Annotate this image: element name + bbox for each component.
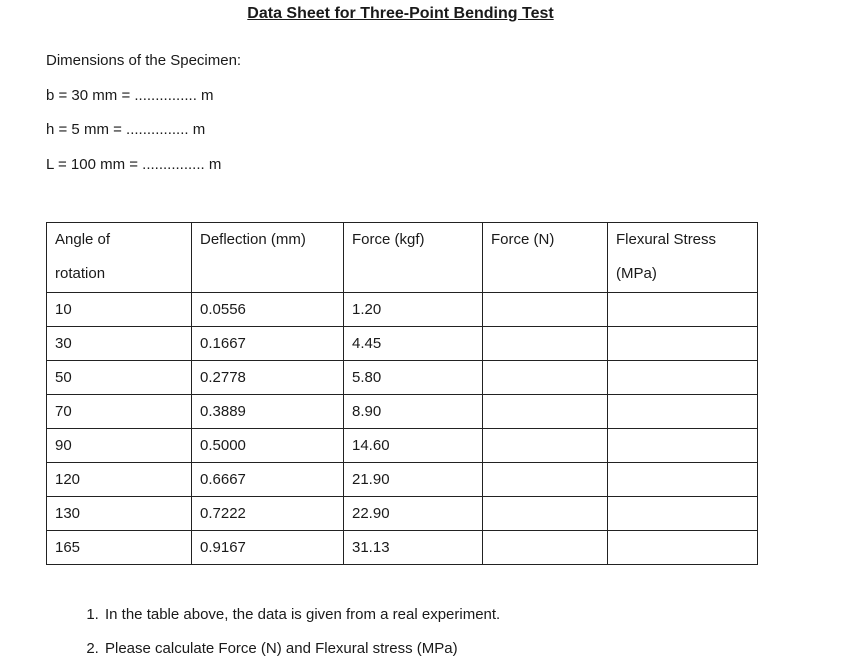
table-row bbox=[47, 531, 758, 565]
cell-force-kgf: 5.80 bbox=[344, 361, 483, 395]
cell-force-kgf: 4.45 bbox=[344, 327, 483, 361]
cell-deflection: 0.1667 bbox=[192, 327, 344, 361]
header-force-kgf: Force (kgf) bbox=[344, 223, 483, 293]
cell-angle: 50 bbox=[47, 361, 192, 395]
cell-angle: 70 bbox=[47, 395, 192, 429]
table-row bbox=[47, 497, 758, 531]
table-row bbox=[47, 361, 758, 395]
cell-force-n bbox=[483, 429, 608, 463]
table-row bbox=[47, 429, 758, 463]
cell-flexural-stress bbox=[608, 497, 758, 531]
note-item: 1. In the table above, the data is given from a real experiment. bbox=[103, 600, 500, 634]
cell-flexural-stress bbox=[608, 531, 758, 565]
cell-angle: 165 bbox=[47, 531, 192, 565]
table-row bbox=[47, 463, 758, 497]
cell-force-kgf: 21.90 bbox=[344, 463, 483, 497]
cell-deflection: 0.9167 bbox=[192, 531, 344, 565]
cell-force-n bbox=[483, 327, 608, 361]
notes-list bbox=[76, 600, 500, 668]
document-title: Data Sheet for Three-Point Bending Test bbox=[247, 5, 554, 22]
cell-flexural-stress bbox=[608, 293, 758, 327]
cell-force-kgf: 8.90 bbox=[344, 395, 483, 429]
dimensions-heading: Dimensions of the Specimen: bbox=[46, 52, 242, 69]
cell-angle: 10 bbox=[47, 293, 192, 327]
dimension-h: h = 5 mm = ............... m bbox=[46, 121, 206, 138]
cell-force-n bbox=[483, 463, 608, 497]
cell-flexural-stress bbox=[608, 361, 758, 395]
dimension-b: b = 30 mm = ............... m bbox=[46, 87, 214, 104]
cell-flexural-stress bbox=[608, 395, 758, 429]
cell-flexural-stress bbox=[608, 327, 758, 361]
cell-force-kgf: 22.90 bbox=[344, 497, 483, 531]
cell-deflection: 0.5000 bbox=[192, 429, 344, 463]
table-row bbox=[47, 293, 758, 327]
cell-deflection: 0.2778 bbox=[192, 361, 344, 395]
cell-deflection: 0.6667 bbox=[192, 463, 344, 497]
cell-deflection: 0.3889 bbox=[192, 395, 344, 429]
header-angle: Angle of rotation bbox=[47, 223, 192, 293]
data-table bbox=[46, 222, 758, 565]
cell-deflection: 0.7222 bbox=[192, 497, 344, 531]
cell-flexural-stress bbox=[608, 429, 758, 463]
cell-angle: 130 bbox=[47, 497, 192, 531]
cell-force-kgf: 14.60 bbox=[344, 429, 483, 463]
header-deflection: Deflection (mm) bbox=[192, 223, 344, 293]
cell-flexural-stress bbox=[608, 463, 758, 497]
cell-angle: 90 bbox=[47, 429, 192, 463]
cell-force-n bbox=[483, 395, 608, 429]
table-header-row bbox=[47, 223, 758, 293]
cell-force-n bbox=[483, 497, 608, 531]
table-row bbox=[47, 395, 758, 429]
cell-deflection: 0.0556 bbox=[192, 293, 344, 327]
cell-force-kgf: 31.13 bbox=[344, 531, 483, 565]
dimension-l: L = 100 mm = ............... m bbox=[46, 156, 222, 173]
cell-angle: 30 bbox=[47, 327, 192, 361]
note-item: 2. Please calculate Force (N) and Flexural stress (MPa) bbox=[103, 634, 500, 668]
table-row bbox=[47, 327, 758, 361]
cell-angle: 120 bbox=[47, 463, 192, 497]
header-force-n: Force (N) bbox=[483, 223, 608, 293]
cell-force-n bbox=[483, 293, 608, 327]
header-flexural-stress: Flexural Stress (MPa) bbox=[608, 223, 758, 293]
cell-force-n bbox=[483, 531, 608, 565]
cell-force-kgf: 1.20 bbox=[344, 293, 483, 327]
cell-force-n bbox=[483, 361, 608, 395]
